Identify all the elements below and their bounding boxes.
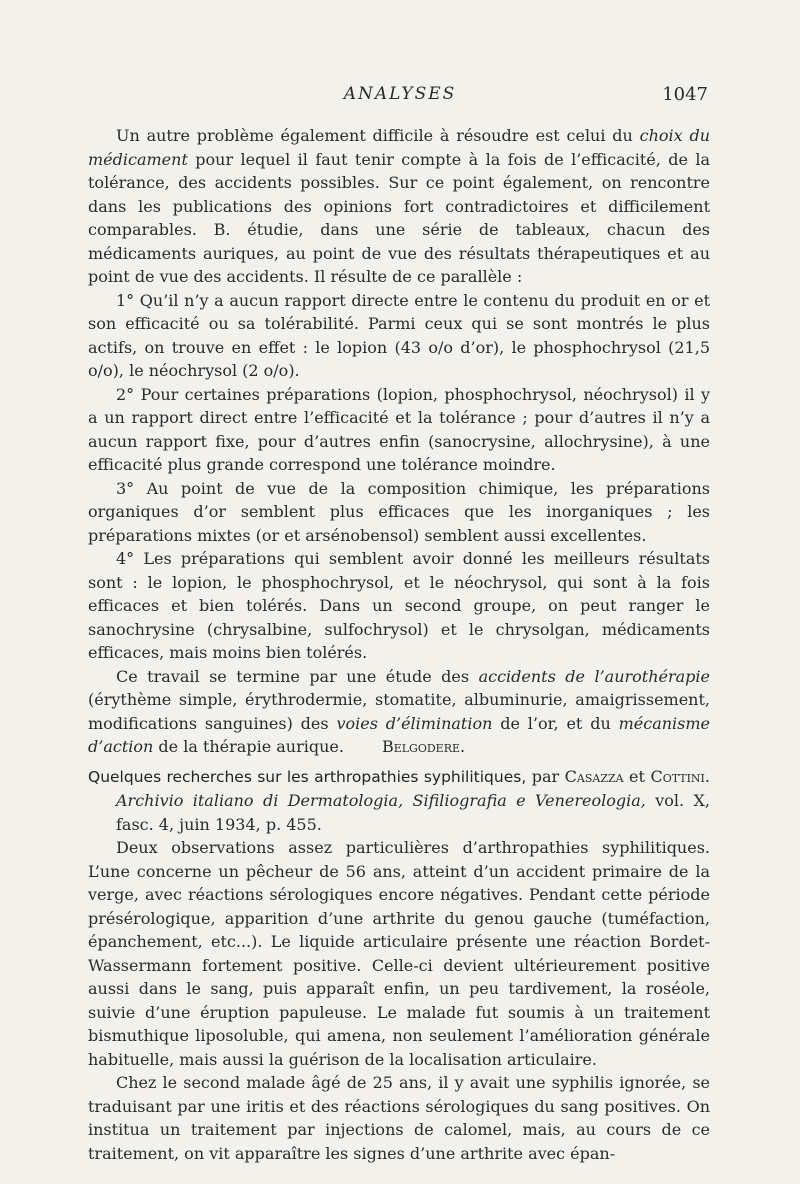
text: pour lequel il faut tenir compte à la fois de l’efficacité, de la tolérance, des accidents possibles. Sur ce point également, on rencontre dans les publications des opinions fort contradictoires et difficilement comparables. B. étudie, dans une série de tableaux, chacun des médicaments auriques, au point de vue des résultats thérapeutiques et au point de vue des accidents. Il résulte de ce parallèle : [88, 149, 710, 286]
text: Un autre problème également difficile à résoudre est celui du [116, 126, 640, 145]
paragraph: 2° Pour certaines préparations (lopion, phosphochrysol, néochrysol) il y a un rapport direct entre l’efficacité et la tolérance ; pour d’autres il n’y a aucun rapport fixe, pour d’autres enfin (sanocrysine, allochrysine), à une efficacité plus grande correspond une tolérance moindre. [88, 384, 710, 474]
emphasis-text: accidents de l’aurothérapie [478, 666, 710, 686]
page-number: 1047 [662, 84, 708, 105]
author-name: Cottini [650, 766, 705, 786]
running-title: ANALYSES [343, 84, 457, 104]
paragraph: Deux observations assez particulières d’arthropathies syphilitiques. L’une concerne un pêcheur de 56 ans, atteint d’un accident primaire de la verge, avec réactions sérologiques encore négatives. Pendant cette période présérologique, apparition d’une arthrite du genou gauche (tuméfaction, épanchement, etc...). Le liquide articulaire présente une réaction Bordet-Wassermann fortement positive. Celle-ci devient ultérieurement positive aussi dans le sang, puis apparaît enfin, un peu tardivement, la roséole, suivie d’une éruption papuleuse. Le malade fut soumis à un traitement bismuthique liposoluble, qui amena, non seulement l’amélioration générale habituelle, mais aussi la guérison de la localisation articulaire. [88, 838, 710, 1069]
author-signature: Belgodere. [381, 737, 466, 756]
paragraph: Chez le second malade âgé de 25 ans, il y avait une syphilis ignorée, se traduisant par une iritis et des réactions sérologiques du sang positives. On institua un traitement par injections de calomel, mais, au cours de ce traitement, on vit apparaître les signes d’une arthrite avec épan- [88, 1073, 710, 1163]
text: de l’or, et du [492, 713, 619, 733]
entry-title: Quelques recherches sur les arthropathies syphilitiques, [88, 767, 527, 786]
paragraph [88, 665, 710, 759]
text: par [526, 766, 565, 786]
text: de la thérapie aurique. [153, 737, 344, 756]
bibliographic-entry [88, 765, 710, 837]
paragraph: 1° Qu’il n’y a aucun rapport directe entre le contenu du produit en or et son efficacité ou sa tolérabilité. Parmi ceux qui se sont montrés le plus actifs, on trouve en effet : le lopion (43 o/o d’or), le phosphochrysol (21,5 o/o), le néochrysol (2 o/o). [88, 290, 710, 380]
article-body [88, 124, 710, 1165]
text: et [623, 766, 651, 786]
text: Ce travail se termine par une étude des [116, 666, 479, 686]
running-head [0, 84, 800, 108]
emphasis-text: choix du médicament [88, 126, 711, 169]
paragraph: 4° Les préparations qui semblent avoir donné les meilleurs résultats sont : le lopion, le phosphochrysol, et le néochrysol, qui sont à la fois efficaces et bien tolérés. Dans un second groupe, on peut ranger le sanochrysine (chrysalbine, sulfochrysol) et le chrysolgan, médicaments efficaces, mais moins bien tolérés. [88, 549, 710, 662]
citation-ref: vol. X, fasc. 4, juin 1934, p. 455. [116, 791, 710, 834]
emphasis-text: voies d’élimination [336, 713, 493, 733]
journal-name: Archivio italiano di Dermatologia, Sifiliografia e Venereologia, [116, 791, 646, 810]
paragraph: 3° Au point de vue de la composition chimique, les préparations organiques d’or semblent plus efficaces que les inorganiques ; les préparations mixtes (or et arsénobensol) semblent aussi excellentes. [88, 478, 710, 545]
author-name: Casazza [564, 766, 624, 786]
text: . [704, 766, 711, 786]
emphasis-text: mécanisme d’action [88, 713, 711, 756]
text: (érythème simple, érythrodermie, stomatite, albuminurie, amaigrissement, modifications sanguines) des [88, 690, 710, 733]
paragraph [88, 124, 710, 289]
